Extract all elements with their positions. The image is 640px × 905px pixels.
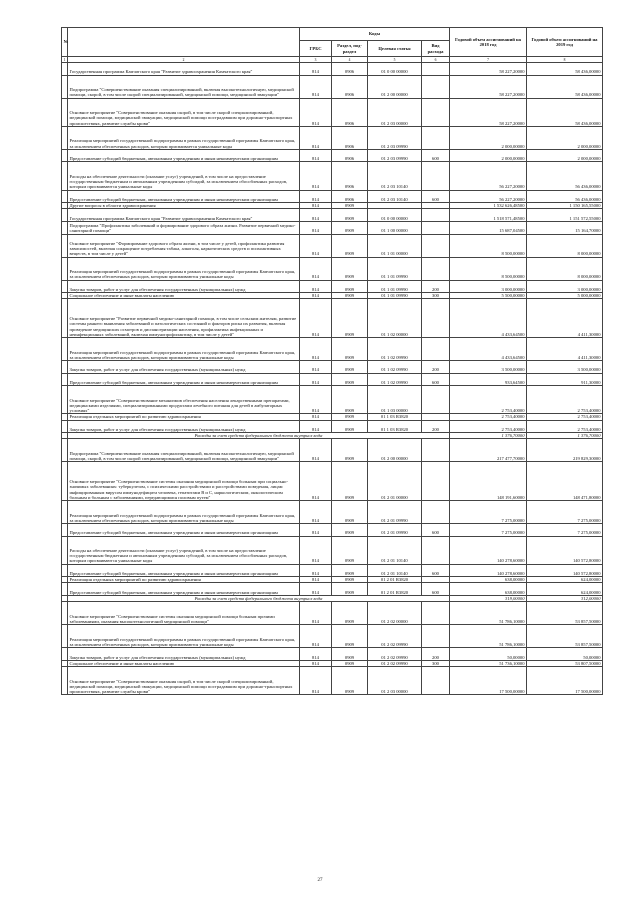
expense-type-code: 600: [422, 149, 450, 162]
grbs-code: 814: [300, 439, 332, 462]
target-article-code: 01 2 02 00000: [368, 602, 422, 625]
header-razdel: Раздел, под-раздел: [332, 41, 368, 57]
razdel-code: 0906: [332, 190, 368, 203]
expense-type-code: [422, 221, 450, 234]
razdel-code: 0906: [332, 98, 368, 126]
razdel-code: 0909: [332, 234, 368, 257]
table-row: [62, 209, 603, 222]
grbs-code: 814: [300, 564, 332, 577]
table-row: [62, 462, 603, 501]
column-number: 3: [300, 57, 332, 63]
item-name: Реализация отдельных мероприятий по развитию здравоохранения: [68, 414, 300, 420]
target-article-code: 01 2 03 10140: [368, 162, 422, 190]
item-name: Реализация мероприятий государственной подпрограммы в рамках государственной программы Камчатского края, за исключением обеспеченных расходов, которым присваиваются уникальные коды: [68, 625, 300, 648]
amount-2019: 911,30000: [527, 373, 603, 386]
razdel-code: 0909: [332, 280, 368, 293]
item-name: Основное мероприятие "Совершенствование механизмов обеспечения населения лекарственными препаратами, медицинскими изделиями, специализированными продуктами лечебного питания для детей в амбулаторных условиях": [68, 386, 300, 414]
item-name: Социальное обеспечение и иные выплаты населению: [68, 660, 300, 666]
expense-type-code: [422, 209, 450, 222]
amount-2018: 8 500,00000: [450, 257, 527, 280]
amount-2018: 15 687,04500: [450, 221, 527, 234]
grbs-code: 814: [300, 293, 332, 299]
expense-type-code: [422, 299, 450, 338]
column-number: 7: [450, 57, 527, 63]
expense-type-code: [422, 500, 450, 523]
item-name: Реализация мероприятий государственной подпрограммы в рамках государственной программы Камчатского края, за исключением обеспеченных расходов, которым присваивается уникальные коды: [68, 126, 300, 149]
amount-2018: 3 000,00000: [450, 280, 527, 293]
target-article-code: 01 2 01 09990: [368, 500, 422, 523]
razdel-code: 0909: [332, 500, 368, 523]
column-number: 8: [527, 57, 603, 63]
target-article-code: 01 1 01 09990: [368, 293, 422, 299]
table-row: [62, 126, 603, 149]
amount-2019: 50,00000: [527, 648, 603, 661]
amount-2019: 2 000,00000: [527, 149, 603, 162]
amount-2019: 2 753,40000: [527, 386, 603, 414]
table-row: [62, 299, 603, 338]
target-article-code: 01 0 00 00000: [368, 209, 422, 222]
table-row: [62, 221, 603, 234]
grbs-code: 814: [300, 462, 332, 501]
amount-2018: 5 500,00000: [450, 293, 527, 299]
grbs-code: 814: [300, 190, 332, 203]
target-article-code: 01 2 00 00000: [368, 439, 422, 462]
amount-2019: 219 829,30000: [527, 439, 603, 462]
item-name: Государственная программа Камчатского края "Развитие здравоохранения Камчатского края": [68, 63, 300, 76]
item-name: Предоставление субсидий бюджетным, автономным учреждениям и иным некоммерческим организациям: [68, 149, 300, 162]
expense-type-code: 200: [422, 280, 450, 293]
amount-2019: 3 500,00000: [527, 360, 603, 373]
target-article-code: 01 2 03 00000: [368, 98, 422, 126]
table-row: [62, 386, 603, 414]
item-name: Другие вопросы в области здравоохранения: [68, 203, 300, 209]
expense-type-code: [422, 602, 450, 625]
table-row: [62, 280, 603, 293]
amount-2019: 58 436,00000: [527, 63, 603, 76]
target-article-code: 01 1 00 00000: [368, 221, 422, 234]
amount-2018: 319,00000: [450, 596, 527, 602]
item-name: Подпрограмма "Совершенствование оказания специализированной, включая высокотехнологичную, медицинской помощи, скорой, в том числе скорой специализированной, медицинской помощи, медицинской эвакуации": [68, 439, 300, 462]
item-name: Расходы на обеспечение деятельности (оказание услуг) учреждений, в том числе на предоставление государственным бюджетным и автономным учреждениям субсидий, за исключением обособленных расходов, которым присваиваются уникальные коды: [68, 162, 300, 190]
note-text: Расходы за счет средств федерального бюджета внутрисх кода: [68, 433, 450, 439]
razdel-code: 0909: [332, 625, 368, 648]
item-name: Реализация мероприятий государственной подпрограммы в рамках государственной программы Камчатского края, за исключением обеспеченных расходов, которым присваиваются уникальные коды: [68, 257, 300, 280]
amount-2018: 4 433,64500: [450, 337, 527, 360]
header-codes: Коды: [300, 28, 450, 41]
amount-2019: 7 275,00000: [527, 523, 603, 536]
item-name: Подпрограмма "Профилактика заболеваний и формирование здорового образа жизни. Развитие первичной медико-санитарной помощи": [68, 221, 300, 234]
item-name: Основное мероприятие "Совершенствование системы оказания медицинской помощи больным при социально-значимых заболеваниях: туберкулезом, с психическими расстройствами и расстройствами поведения, лицам инфицированным вирусом иммунодефицита человека, гепатитами В и С, наркологическим, онкологическим больным и больным с заболеваниями, передающимися половым путем": [68, 462, 300, 501]
column-number: 2: [68, 57, 300, 63]
amount-2018: 2 753,40000: [450, 414, 527, 420]
amount-2018: 17 500,00000: [450, 667, 527, 695]
target-article-code: 01 2 03 09990: [368, 126, 422, 149]
amount-2019: 140 572,80000: [527, 564, 603, 577]
item-name: Реализация мероприятий государственной подпрограммы в рамках государственной программы Камчатского края, за исключением обеспеченных расходов, которым присваиваются уникальные коды: [68, 500, 300, 523]
amount-2019: 624,00000: [527, 583, 603, 596]
item-name: Закупка товаров, работ и услуг для обеспечения государственных (муниципальных) нужд: [68, 280, 300, 293]
razdel-code: 0909: [332, 602, 368, 625]
amount-2018: 140 278,60000: [450, 536, 527, 564]
note-text: Расходы за счет средств федерального бюджета внутрисх кода: [68, 596, 450, 602]
target-article-code: 01 2 02 09990: [368, 660, 422, 666]
grbs-code: 814: [300, 257, 332, 280]
table-row: [62, 602, 603, 625]
grbs-code: 814: [300, 126, 332, 149]
expense-type-code: [422, 625, 450, 648]
grbs-code: 814: [300, 577, 332, 583]
header-2018: Годовой объем ассигнований на 2018 год: [450, 28, 527, 57]
grbs-code: 814: [300, 203, 332, 209]
amount-2018: 638,00000: [450, 577, 527, 583]
table-row: [62, 98, 603, 126]
amount-2018: 50,00000: [450, 648, 527, 661]
target-article-code: 01 1 02 00000: [368, 299, 422, 338]
amount-2019: 17 500,00000: [527, 667, 603, 695]
amount-2019: 56 436,00000: [527, 162, 603, 190]
header-name: Наименование: [68, 28, 300, 57]
amount-2018: 933,64500: [450, 373, 527, 386]
grbs-code: 814: [300, 360, 332, 373]
target-article-code: 01 2 01 R3820: [368, 583, 422, 596]
amount-2019: 8 000,00000: [527, 234, 603, 257]
grbs-code: 814: [300, 583, 332, 596]
grbs-code: 814: [300, 221, 332, 234]
amount-2018: 51 786,10000: [450, 625, 527, 648]
item-name: Основное мероприятие "Совершенствование оказания скорой, в том числе скорой специализированной, медицинской помощи, медицинской эвакуации, медицинской помощи пострадавшим при дорожно-транспортных происшествиях, развитие службы крови": [68, 98, 300, 126]
expense-type-code: [422, 439, 450, 462]
table-row: [62, 648, 603, 661]
expense-type-code: 600: [422, 373, 450, 386]
razdel-code: 0909: [332, 577, 368, 583]
grbs-code: 814: [300, 280, 332, 293]
grbs-code: 814: [300, 667, 332, 695]
grbs-code: 814: [300, 625, 332, 648]
target-article-code: 01 2 02 09990: [368, 625, 422, 648]
table-row: [62, 257, 603, 280]
grbs-code: 814: [300, 299, 332, 338]
razdel-code: 0909: [332, 648, 368, 661]
target-article-code: 01 2 03 00000: [368, 667, 422, 695]
grbs-code: 814: [300, 414, 332, 420]
expense-type-code: 200: [422, 420, 450, 433]
target-article-code: 01 1 03 00000: [368, 386, 422, 414]
item-name: Предоставление субсидий бюджетным, автономным учреждениям и иным некоммерческим организациям: [68, 523, 300, 536]
razdel-code: 0906: [332, 75, 368, 98]
item-name: Подпрограмма "Совершенствование оказания специализированной, включая высокотехнологичную, медицинской помощи, скорой, в том числе скорой специализированной, медицинской помощи, медицинской эвакуации": [68, 75, 300, 98]
amount-2018: 56 227,20000: [450, 162, 527, 190]
header-cs: Целевая статья: [368, 41, 422, 57]
expense-type-code: [422, 126, 450, 149]
grbs-code: 814: [300, 149, 332, 162]
item-name: Закупка товаров, работ и услуг для обеспечения государственных (муниципальных) нужд: [68, 420, 300, 433]
amount-2018: 2 753,40000: [450, 420, 527, 433]
razdel-code: 0909: [332, 257, 368, 280]
table-row: [62, 337, 603, 360]
item-name: Предоставление субсидий бюджетным, автономным учреждениям и иным некоммерческим организациям: [68, 564, 300, 577]
grbs-code: 814: [300, 75, 332, 98]
expense-type-code: [422, 98, 450, 126]
razdel-code: 0909: [332, 337, 368, 360]
target-article-code: 01 1 02 09990: [368, 337, 422, 360]
amount-2019: 58 436,00000: [527, 98, 603, 126]
amount-2019: 148 471,80000: [527, 462, 603, 501]
amount-2018: 3 500,00000: [450, 360, 527, 373]
amount-2019: 1 150 165,55000: [527, 203, 603, 209]
amount-2018: 2 000,00000: [450, 149, 527, 162]
expense-type-code: 300: [422, 293, 450, 299]
razdel-code: 0909: [332, 293, 368, 299]
grbs-code: 814: [300, 523, 332, 536]
table-row: [62, 564, 603, 577]
table-row: [62, 536, 603, 564]
table-row: [62, 373, 603, 386]
amount-2018: 7 275,00000: [450, 523, 527, 536]
amount-2018: 638,00000: [450, 583, 527, 596]
target-article-code: 01 2 01 00000: [368, 462, 422, 501]
expense-type-code: [422, 536, 450, 564]
budget-document: [61, 27, 602, 695]
amount-2018: 1 376,70000: [450, 433, 527, 439]
grbs-code: 814: [300, 602, 332, 625]
expense-type-code: 300: [422, 660, 450, 666]
amount-2018: 140 278,60000: [450, 564, 527, 577]
target-article-code: 01 1 02 09990: [368, 373, 422, 386]
amount-2019: 53 857,50000: [527, 625, 603, 648]
target-article-code: 01 2 03 09990: [368, 149, 422, 162]
table-row: [62, 667, 603, 695]
amount-2019: 140 572,80000: [527, 536, 603, 564]
table-row: [62, 190, 603, 203]
table-body: [62, 63, 603, 695]
grbs-code: 814: [300, 234, 332, 257]
grbs-code: 814: [300, 660, 332, 666]
target-article-code: 01 1 02 09990: [368, 360, 422, 373]
expense-type-code: 200: [422, 648, 450, 661]
grbs-code: 814: [300, 648, 332, 661]
amount-2019: 1 376,70000: [527, 433, 603, 439]
expense-type-code: [422, 234, 450, 257]
item-name: Социальное обеспечение и иные выплаты населению: [68, 293, 300, 299]
item-name: Предоставление субсидий бюджетным, автономным учреждениям и иным некоммерческим организациям: [68, 190, 300, 203]
table-row: [62, 234, 603, 257]
target-article-code: 01 2 01 10140: [368, 564, 422, 577]
razdel-code: 0909: [332, 386, 368, 414]
amount-2019: 7 275,00000: [527, 500, 603, 523]
grbs-code: 814: [300, 162, 332, 190]
table-row: [62, 360, 603, 373]
amount-2019: 8 000,00000: [527, 257, 603, 280]
amount-2019: 56 436,00000: [527, 190, 603, 203]
target-article-code: 01 2 01 10140: [368, 536, 422, 564]
table-row: [62, 75, 603, 98]
razdel-code: 0909: [332, 523, 368, 536]
target-article-code: 01 2 02 09990: [368, 648, 422, 661]
amount-2019: 53 807,50000: [527, 660, 603, 666]
amount-2019: 2 000,00000: [527, 126, 603, 149]
item-name: Предоставление субсидий бюджетным, автономным учреждениям и иным некоммерческим организациям: [68, 373, 300, 386]
amount-2019: 4 411,30000: [527, 299, 603, 338]
razdel-code: 0906: [332, 149, 368, 162]
table-row: [62, 420, 603, 433]
target-article-code: 01 0 00 00000: [368, 63, 422, 76]
razdel-code: 0909: [332, 373, 368, 386]
item-name: Закупка товаров, работ и услуг для обеспечения государственных (муниципальных) нужд: [68, 648, 300, 661]
item-name: Реализация отдельных мероприятий по развитию здравоохранения: [68, 577, 300, 583]
grbs-code: 814: [300, 500, 332, 523]
table-row: [62, 523, 603, 536]
target-article-code: 01 1 01 09990: [368, 257, 422, 280]
amount-2018: 2 000,00000: [450, 126, 527, 149]
expense-type-code: [422, 386, 450, 414]
budget-table: [61, 27, 603, 695]
amount-2018: 51 736,10000: [450, 660, 527, 666]
amount-2018: 8 500,00000: [450, 234, 527, 257]
amount-2019: 1 151 572,55000: [527, 209, 603, 222]
target-article-code: 01 1 01 00000: [368, 234, 422, 257]
razdel-code: 0906: [332, 126, 368, 149]
amount-2018: 56 227,20000: [450, 190, 527, 203]
expense-type-code: 600: [422, 523, 450, 536]
table-row: [62, 63, 603, 76]
amount-2018: 148 191,60000: [450, 462, 527, 501]
razdel-code: 0909: [332, 203, 368, 209]
expense-type-code: [422, 162, 450, 190]
amount-2019: 5 000,00000: [527, 293, 603, 299]
grbs-code: 814: [300, 536, 332, 564]
amount-2019: 15 164,70000: [527, 221, 603, 234]
razdel-code: 0909: [332, 667, 368, 695]
page-number: 27: [317, 878, 323, 883]
table-row: [62, 149, 603, 162]
amount-2018: 217 477,70000: [450, 439, 527, 462]
header-grbs: ГРБС: [300, 41, 332, 57]
expense-type-code: 600: [422, 190, 450, 203]
column-number: 4: [332, 57, 368, 63]
column-number: 1: [62, 57, 68, 63]
razdel-code: 0909: [332, 660, 368, 666]
item-name: Основное мероприятие "Развитие первичной медико-санитарной помощи, в том числе сельским жителям, развитие системы раннего выявления заболеваний и патологических состояний и факторов риска их развития, включая проведение медицинских осмотров и диспансеризации населения, профилактика инфекционных и неинфекционных заболеваний, включая иммунопрофилактику, в том числе у детей": [68, 299, 300, 338]
target-article-code: 01 2 03 10140: [368, 190, 422, 203]
amount-2018: 51 786,10000: [450, 602, 527, 625]
amount-2019: 2 753,40000: [527, 420, 603, 433]
item-name: Предоставление субсидий бюджетным, автономным учреждениям и иным некоммерческим организациям: [68, 583, 300, 596]
grbs-code: 814: [300, 337, 332, 360]
expense-type-code: [422, 63, 450, 76]
target-article-code: 01 2 00 00000: [368, 75, 422, 98]
table-row: [62, 439, 603, 462]
razdel-code: 0909: [332, 414, 368, 420]
expense-type-code: [422, 667, 450, 695]
table-row: [62, 625, 603, 648]
table-header: [62, 28, 603, 63]
razdel-code: 0909: [332, 583, 368, 596]
item-name: Основное мероприятие "Совершенствование системы оказания медицинской помощи больным прочими заболеваниями, оказания высокотехнологичной медицинской помощи": [68, 602, 300, 625]
item-name: Основное мероприятие "Формирование здорового образа жизни, в том числе у детей, профилактика развития зависимостей, включая сокращение потребления табака, алкоголя, наркотических средств и психоактивных веществ, в том числе у детей": [68, 234, 300, 257]
razdel-code: 0909: [332, 420, 368, 433]
grbs-code: 814: [300, 63, 332, 76]
expense-type-code: [422, 257, 450, 280]
razdel-code: 0909: [332, 209, 368, 222]
header-vr: Вид расхода: [422, 41, 450, 57]
razdel-code: 0909: [332, 564, 368, 577]
razdel-code: 0906: [332, 162, 368, 190]
amount-2018: 58 227,20000: [450, 98, 527, 126]
amount-2018: 1 518 571,48500: [450, 209, 527, 222]
item-name: Реализация мероприятий государственной подпрограммы в рамках государственной программы Камчатского края, за исключением обеспеченных расходов, которым присваиваются уникальные коды: [68, 337, 300, 360]
item-name: Государственная программа Камчатского края "Развитие здравоохранения Камчатского края": [68, 209, 300, 222]
expense-type-code: [422, 337, 450, 360]
table-row: [62, 583, 603, 596]
amount-2018: 7 275,00000: [450, 500, 527, 523]
target-article-code: 01 2 01 09990: [368, 523, 422, 536]
amount-2019: 58 436,00000: [527, 75, 603, 98]
column-number: 6: [422, 57, 450, 63]
target-article-code: 01 1 03 R3820: [368, 414, 422, 420]
item-name: Основное мероприятие "Совершенствование оказания скорой, в том числе скорой специализированной, медицинской помощи, медицинской эвакуации, медицинской помощи пострадавшим при дорожно-транспортных происшествиях, развитие службы крови": [68, 667, 300, 695]
expense-type-code: 200: [422, 360, 450, 373]
table-row: [62, 500, 603, 523]
target-article-code: 01 2 01 R3820: [368, 577, 422, 583]
header-num: №: [62, 28, 68, 57]
razdel-code: 0909: [332, 299, 368, 338]
table-row: [62, 162, 603, 190]
amount-2019: 624,00000: [527, 577, 603, 583]
razdel-code: 0909: [332, 360, 368, 373]
grbs-code: 814: [300, 373, 332, 386]
razdel-code: 0909: [332, 439, 368, 462]
item-name: Закупка товаров, работ и услуг для обеспечения государственных (муниципальных) нужд: [68, 360, 300, 373]
amount-2019: 2 753,40000: [527, 414, 603, 420]
target-article-code: 01 1 03 R3820: [368, 420, 422, 433]
grbs-code: 814: [300, 386, 332, 414]
grbs-code: 814: [300, 420, 332, 433]
expense-type-code: [422, 462, 450, 501]
amount-2018: 1 532 626,48500: [450, 203, 527, 209]
column-number: 5: [368, 57, 422, 63]
razdel-code: 0909: [332, 536, 368, 564]
expense-type-code: [422, 75, 450, 98]
expense-type-code: 600: [422, 564, 450, 577]
amount-2018: 58 227,20000: [450, 75, 527, 98]
expense-type-code: 600: [422, 583, 450, 596]
amount-2018: 2 753,40000: [450, 386, 527, 414]
razdel-code: 0909: [332, 221, 368, 234]
grbs-code: 814: [300, 98, 332, 126]
razdel-code: 0906: [332, 63, 368, 76]
amount-2019: 53 857,50000: [527, 602, 603, 625]
header-2019: Годовой объем ассигнований на 2019 год: [527, 28, 603, 57]
amount-2019: 3 000,00000: [527, 280, 603, 293]
amount-2019: 4 411,30000: [527, 337, 603, 360]
item-name: Расходы на обеспечение деятельности (оказание услуг) учреждений, в том числе на предоставление государственным бюджетным и автономным учреждениям субсидий, за исключением обособленных расходов, которым присваиваются уникальные коды: [68, 536, 300, 564]
amount-2018: 58 227,20000: [450, 63, 527, 76]
target-article-code: 01 1 01 09990: [368, 280, 422, 293]
razdel-code: 0909: [332, 462, 368, 501]
amount-2019: 312,00000: [527, 596, 603, 602]
amount-2018: 4 433,64500: [450, 299, 527, 338]
grbs-code: 814: [300, 209, 332, 222]
